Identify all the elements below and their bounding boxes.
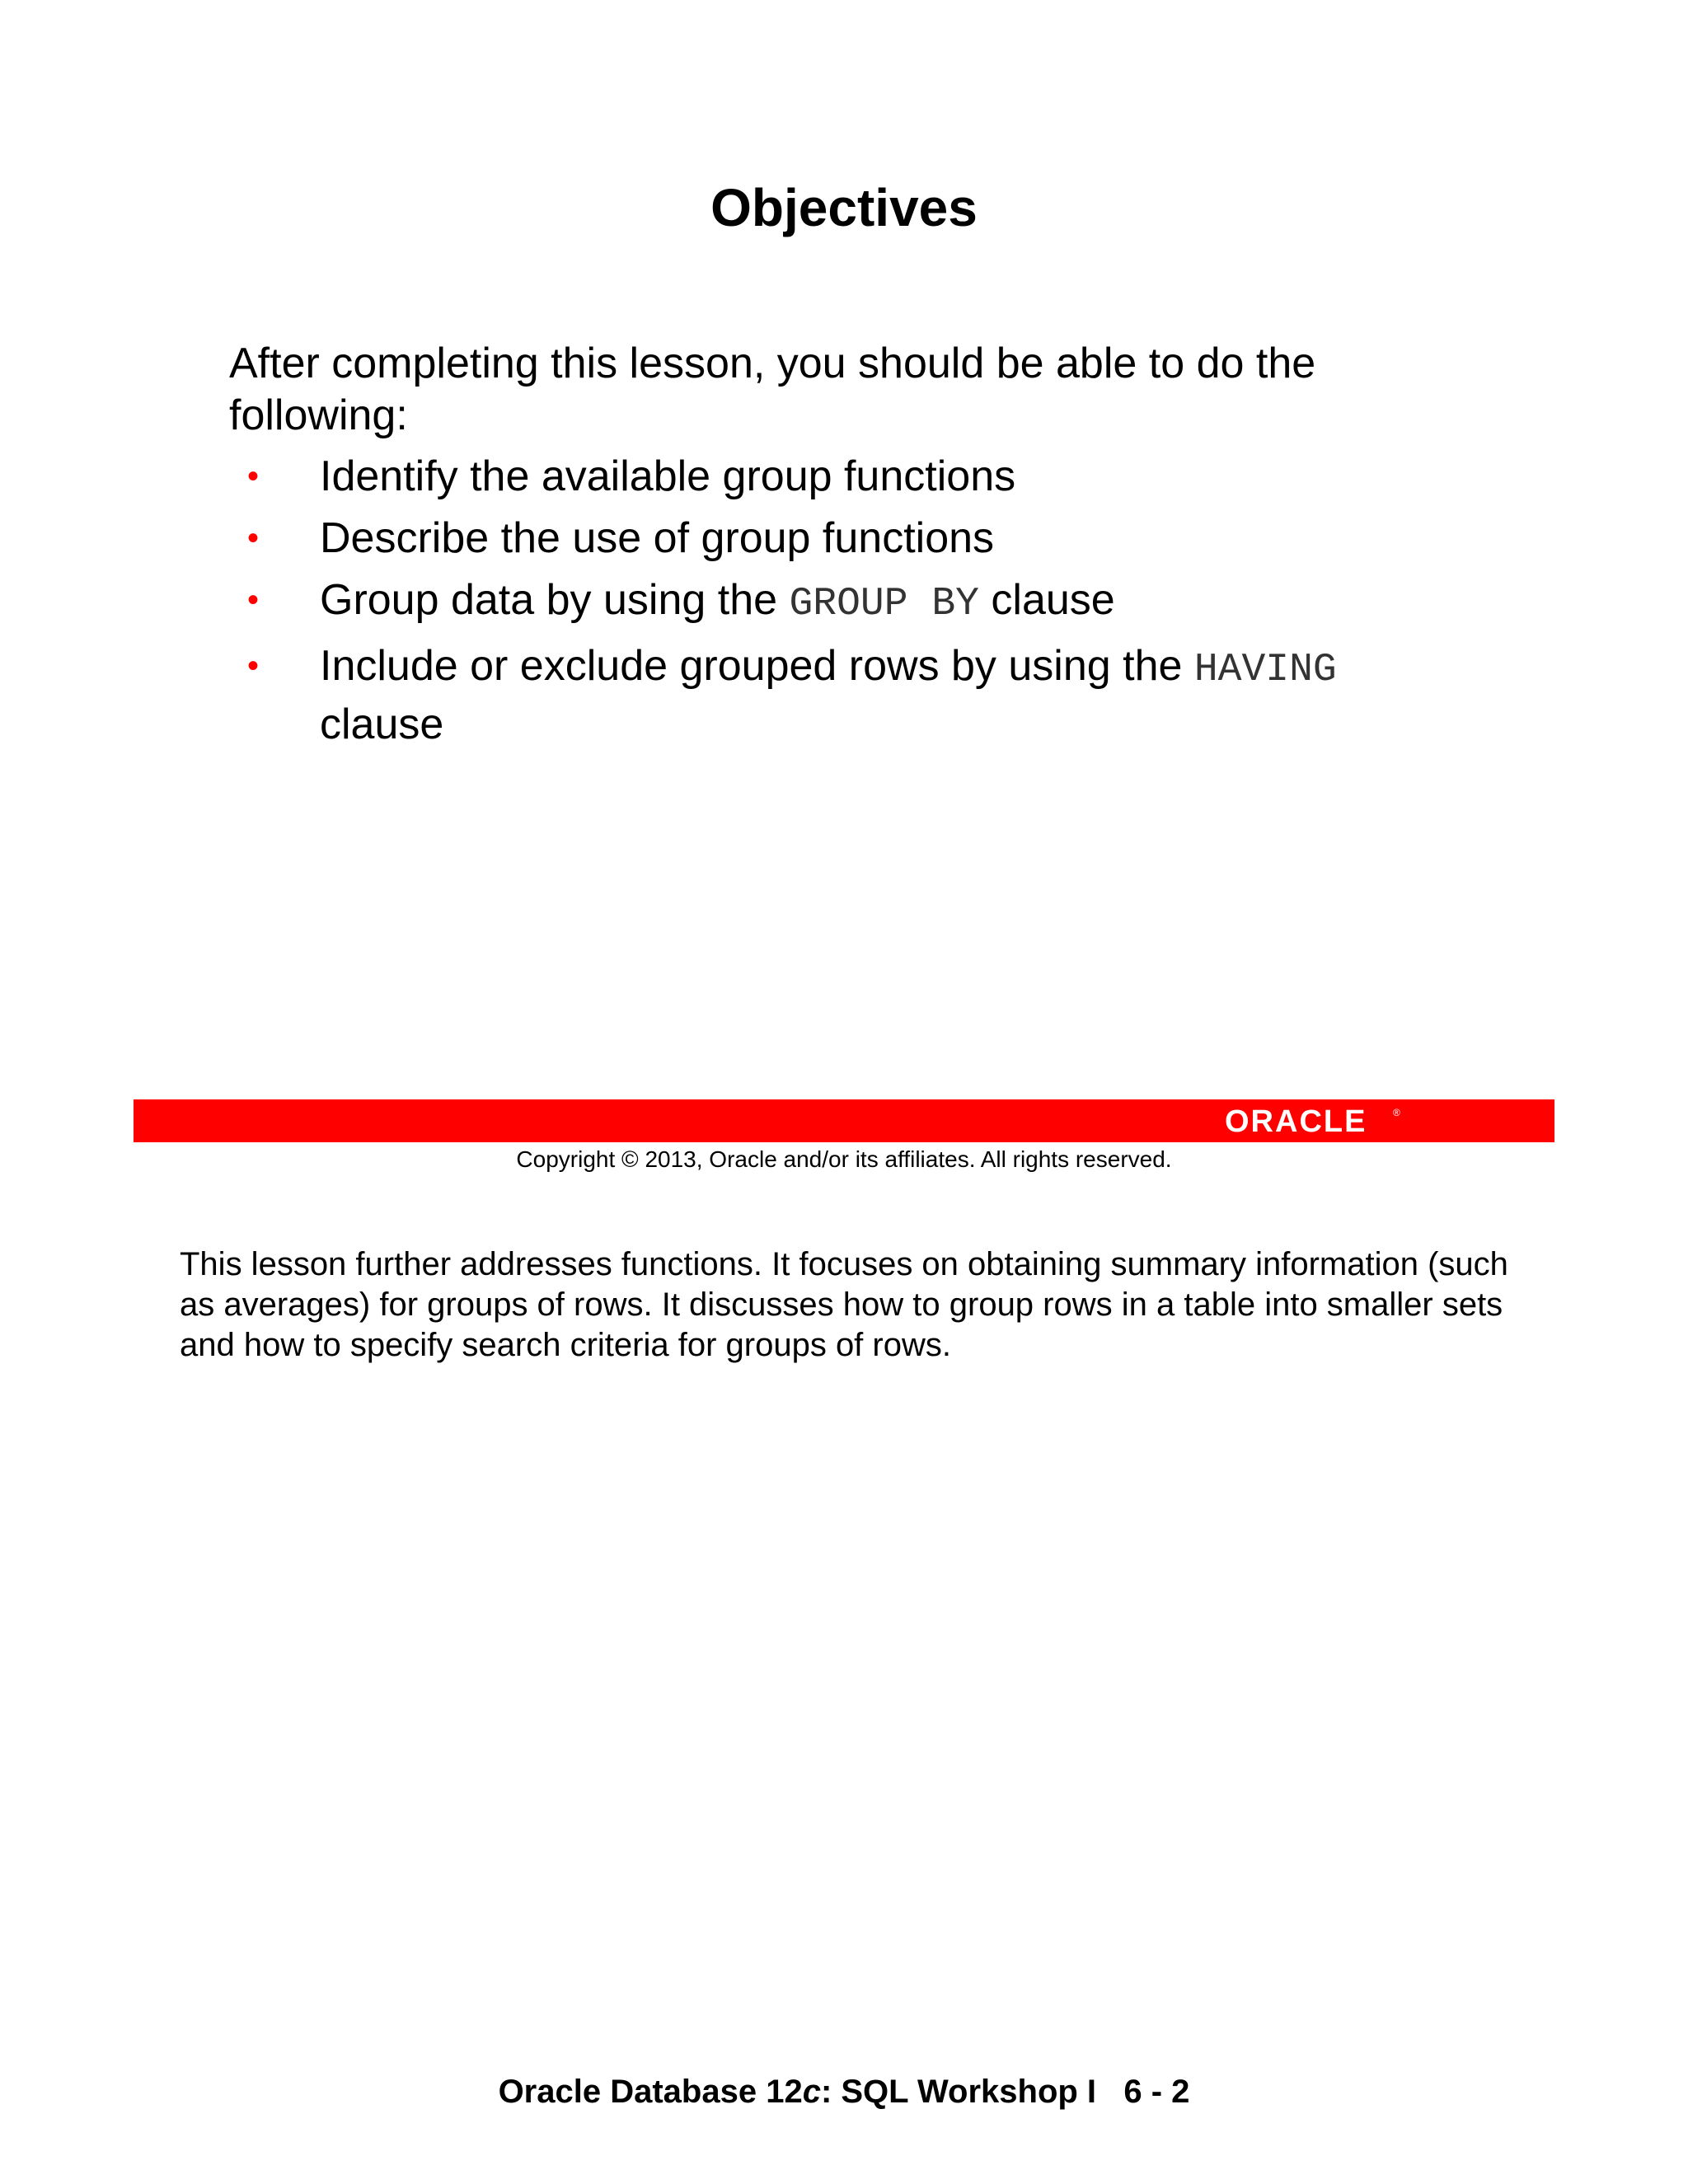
copyright-text: Copyright © 2013, Oracle and/or its affiliates. All rights reserved. <box>516 1146 1172 1172</box>
bullet-icon: • <box>247 458 260 494</box>
course-title-italic: c <box>802 2074 821 2110</box>
objective-text: Include or exclude grouped rows by using the <box>320 642 1194 690</box>
objective-text: Group data by using the <box>320 576 790 624</box>
objective-item <box>229 511 1424 565</box>
objective-item <box>229 573 1424 631</box>
objective-text-suffix: clause <box>978 576 1115 624</box>
oracle-banner <box>134 1099 1554 1142</box>
course-title-prefix: Oracle Database 12 <box>498 2074 803 2110</box>
objective-code: GROUP BY <box>789 582 979 626</box>
bullet-icon: • <box>247 582 260 618</box>
objective-text-suffix: clause <box>320 701 444 748</box>
intro-text: After completing this lesson, you should be able to do the following: <box>229 340 1316 439</box>
oracle-logo <box>1225 1104 1406 1137</box>
objective-item <box>229 639 1424 752</box>
lesson-notes: This lesson further addresses functions. It focuses on obtaining summary information (such as averages) for groups of rows. It discusses how to group rows in a table into smaller sets and how to specify search criteria for groups of rows. <box>180 1246 1508 1363</box>
slide-title: Objectives <box>710 178 978 237</box>
oracle-logo-text: ORACLE <box>1225 1104 1367 1137</box>
oracle-logo-icon <box>1225 1104 1406 1137</box>
course-title-suffix: : SQL Workshop I <box>820 2074 1097 2110</box>
objective-code: HAVING <box>1193 648 1337 692</box>
registered-mark: ® <box>1393 1107 1400 1118</box>
objective-text: Describe the use of group functions <box>320 514 995 562</box>
page-footer <box>0 2072 1688 2111</box>
objective-text: Identify the available group functions <box>320 452 1016 500</box>
bullet-icon: • <box>247 520 260 556</box>
objectives-list <box>229 449 1424 759</box>
page-number: 6 - 2 <box>1123 2074 1190 2110</box>
bullet-icon: • <box>247 648 260 684</box>
objective-item <box>229 449 1424 504</box>
